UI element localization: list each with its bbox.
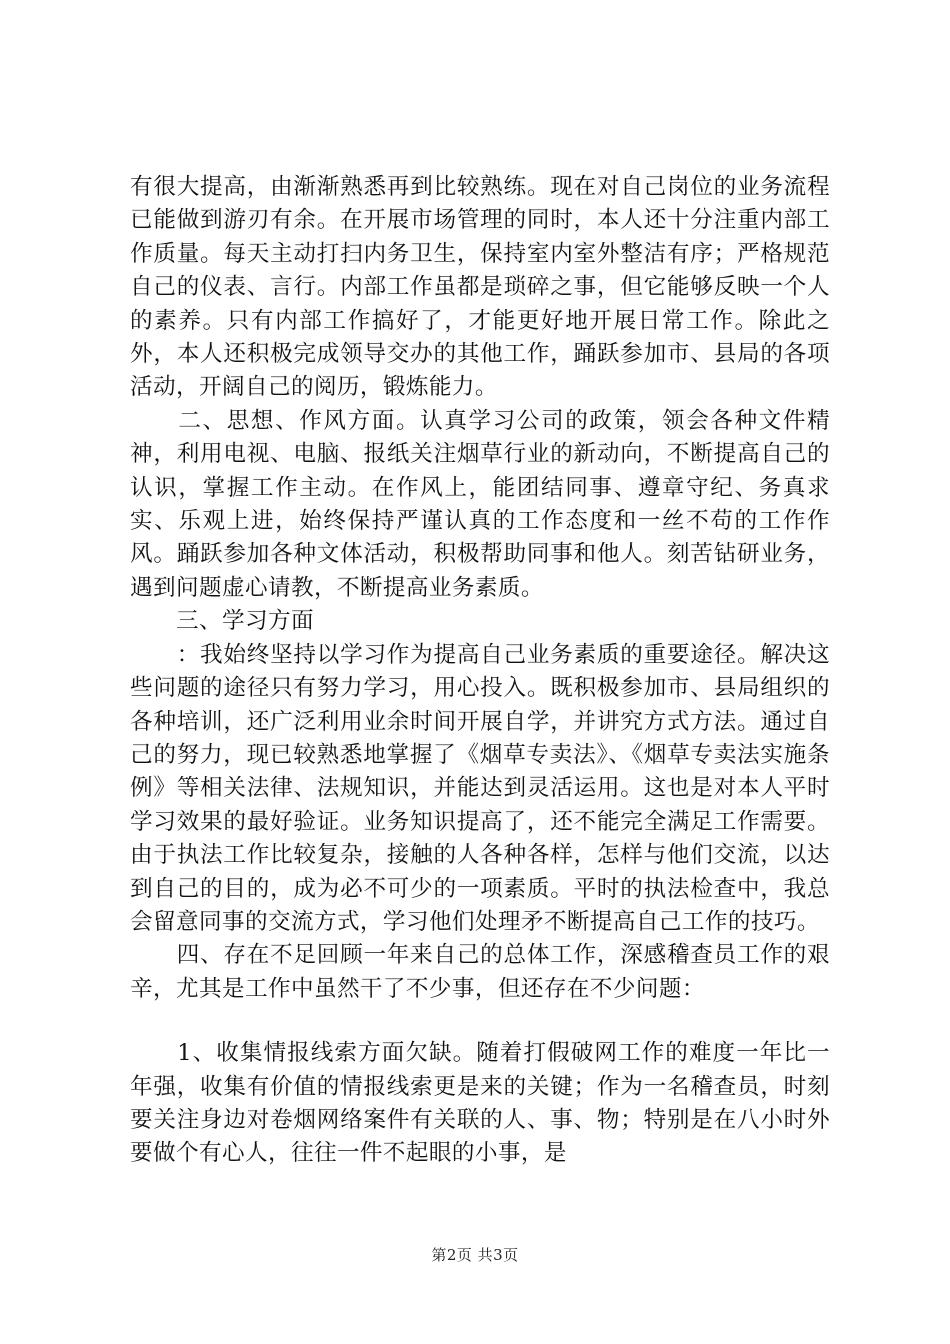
paragraph-section-3: ：我始终坚持以学习作为提高自己业务素质的重要途径。解决这些问题的途径只有努力学习，用心投入。既积极参加市、县局组织的各种培训，还广泛利用业余时间开展自学，并讲究方式方法。通过自己的努力，现已较熟悉地掌握了《烟草专卖法》、《烟草专卖法实施条例》等相关法律、法规知识，并能达到灵活运用。这也是对本人平时学习效果的最好验证。业务知识提高了，还不能完全满足工作需要。由于执法工作比较复杂，接触的人各种各样，怎样与他们交流，以达到自己的目的，成为必不可少的一项素质。平时的执法检查中，我总会留意同事的交流方式，学习他们处理矛不断提高自己工作的技巧。 [130,641,830,935]
section-heading-3: 三、学习方面 [130,608,314,635]
paragraph-section-4: 四、存在不足回顾一年来自己的总体工作，深感稽查员工作的艰辛，尤其是工作中虽然干了不少事，但还存在不少问题： [130,942,830,1002]
page-footer: 第2页 共3页 [431,1246,519,1264]
paragraph-item-1: 1、收集情报线索方面欠缺。随着打假破网工作的难度一年比一年强，收集有价值的情报线索更是来的关键；作为一名稽查员，时刻要关注身边对卷烟网络案件有关联的人、事、物；特别是在八小时外要做个有心人，往往一件不起眼的小事，是 [130,1040,830,1167]
body-text [130,171,830,1171]
paragraph-section-2: 二、思想、作风方面。认真学习公司的政策，领会各种文件精神，利用电视、电脑、报纸关注烟草行业的新动向，不断提高自己的认识，掌握工作主动。在作风上，能团结同事、遵章守纪、务真求实、乐观上进，始终保持严谨认真的工作态度和一丝不苟的工作作风。踊跃参加各种文体活动，积极帮助同事和他人。刻苦钻研业务，遇到问题虚心请教，不断提高业务素质。 [130,407,830,601]
paragraph-continuation: 有很大提高，由渐渐熟悉再到比较熟练。现在对自己岗位的业务流程已能做到游刃有余。在开展市场管理的同时，本人还十分注重内部工作质量。每天主动打扫内务卫生，保持室内室外整洁有序；严格规范自己的仪表、言行。内部工作虽都是琐碎之事，但它能够反映一个人的素养。只有内部工作搞好了，才能更好地开展日常工作。除此之外，本人还积极完成领导交办的其他工作，踊跃参加市、县局的各项活动，开阔自己的阅历，锻炼能力。 [130,174,830,401]
